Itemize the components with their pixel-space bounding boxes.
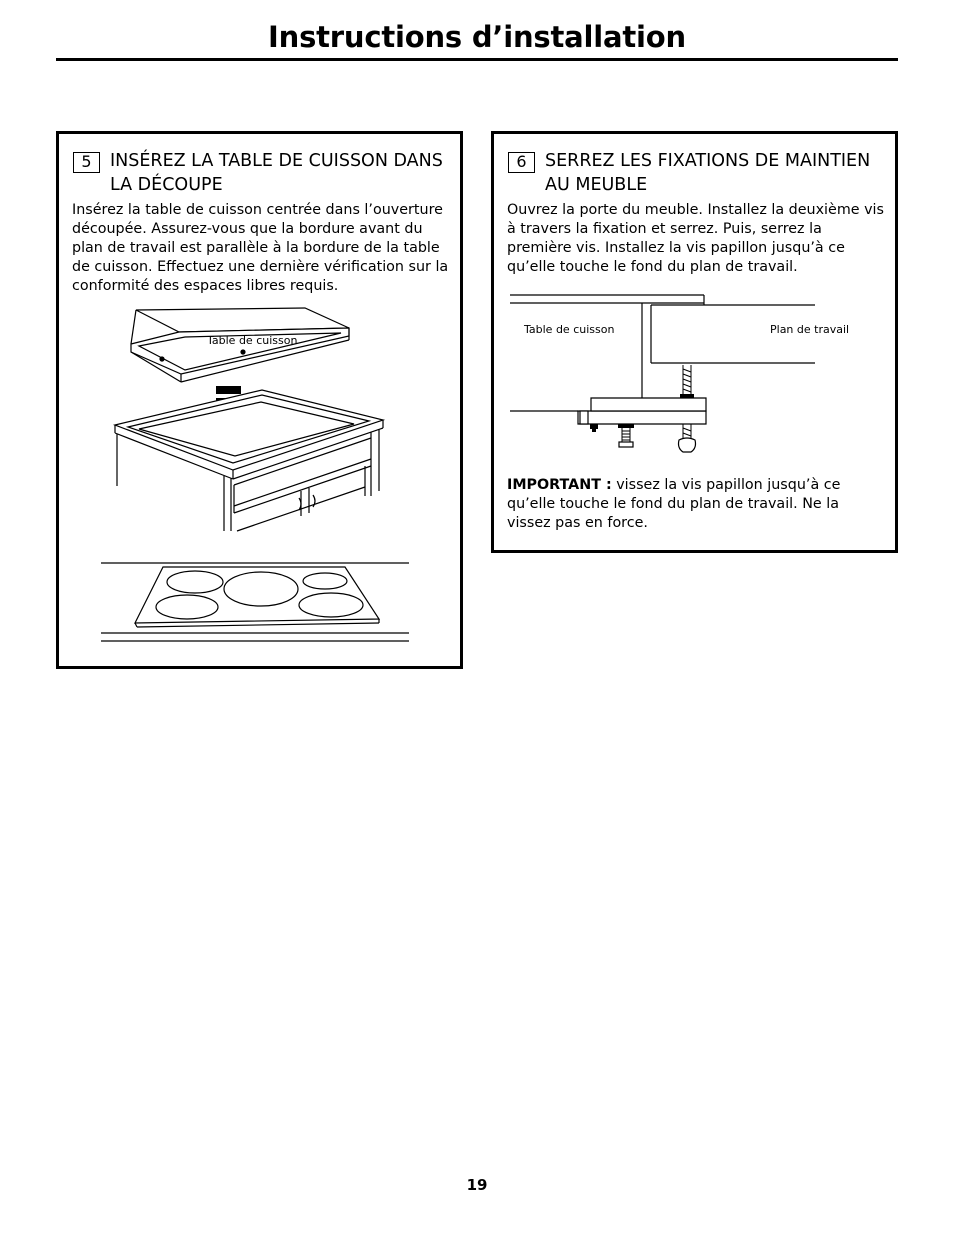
step-5-panel — [56, 131, 463, 669]
page-title: Instructions d’installation — [268, 20, 686, 54]
step-6-number: 6 — [508, 152, 535, 173]
cooktop-insertion-illustration — [109, 306, 389, 531]
step-6-header — [508, 149, 885, 197]
hold-down-bracket-illustration — [508, 290, 850, 460]
step-6-instructions: Ouvrez la porte du meuble. Installez la deuxième vis à travers la fixation et serrez. Puis, serrez la première vis. Installez la vis papillon jusqu’à ce qu’elle touche le fond du plan de travail. — [507, 202, 884, 275]
important-note — [507, 476, 885, 533]
step-5-instructions: Insérez la table de cuisson centrée dans l’ouverture découpée. Assurez-vous que la bordure avant du plan de travail est parallèle à la bordure de la table de cuisson. Effectuez une dernière vérification sur la conformité des espaces libres requis. — [72, 202, 449, 294]
figure-cooktop-label: Table de cuisson — [524, 323, 615, 336]
important-text: vissez la vis papillon jusqu’à ce qu’elle touche le fond du plan de travail. Ne la vissez pas en force. — [507, 477, 841, 531]
cooktop-label: Table de cuisson — [207, 334, 298, 347]
figure-countertop-label: Plan de travail — [770, 323, 850, 336]
important-label: IMPORTANT : — [507, 477, 612, 493]
step-6-title: SERREZ LES FIXATIONS DE MAINTIEN AU MEUBLE — [545, 151, 871, 195]
page-number: 19 — [466, 1176, 488, 1194]
step-5-number: 5 — [73, 152, 100, 173]
step-5-title: INSÉREZ LA TABLE DE CUISSON DANS LA DÉCOUPE — [110, 151, 443, 195]
step-5-header — [73, 149, 450, 197]
step-6-panel — [491, 131, 898, 553]
cooktop-top-view-illustration — [99, 559, 411, 643]
title-rule — [56, 58, 898, 61]
